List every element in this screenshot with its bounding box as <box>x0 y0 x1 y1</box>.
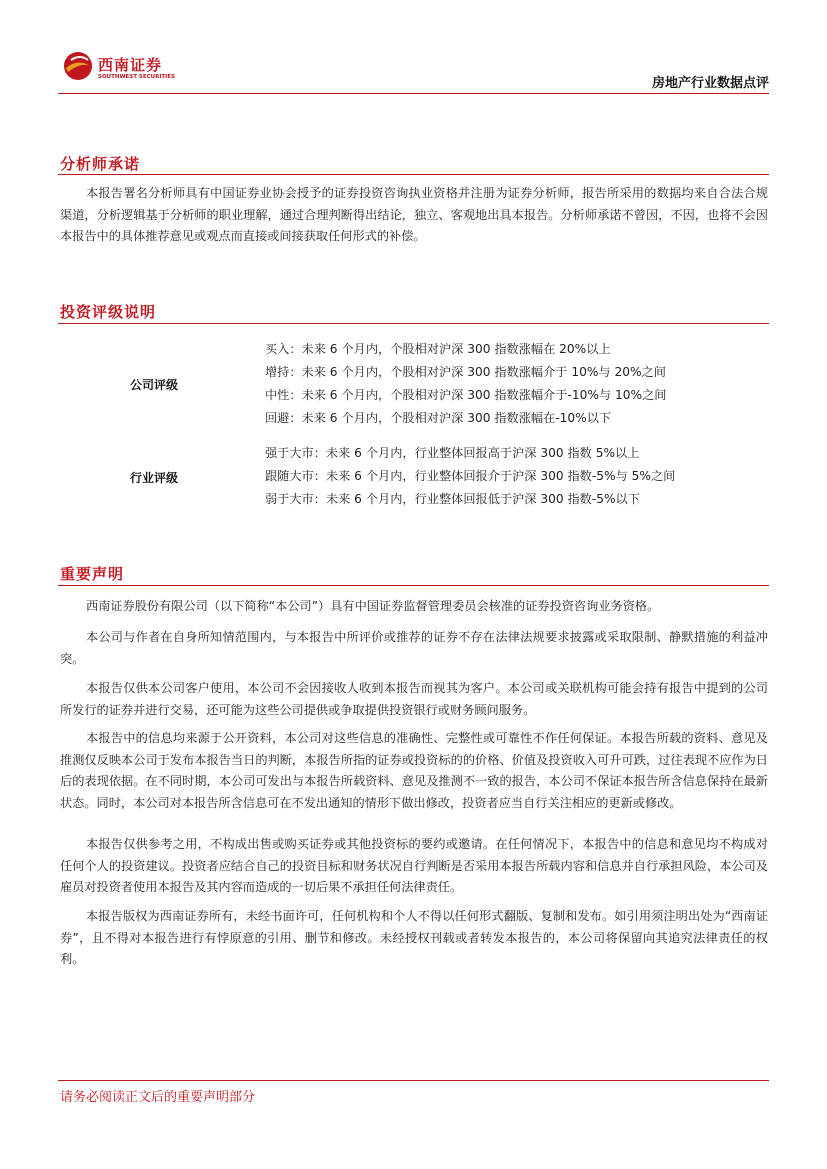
company-rating-item: 买入：未来 6 个月内，个股相对沪深 300 指数涨幅在 20%以上 <box>265 342 611 356</box>
section-title-disclaimer: 重要声明 <box>60 565 125 583</box>
section-divider-rating <box>58 323 769 324</box>
section-title-rating: 投资评级说明 <box>60 303 157 321</box>
company-rating-item: 中性：未来 6 个月内，个股相对沪深 300 指数涨幅介于-10%与 10%之间 <box>265 388 667 402</box>
company-rating-item: 增持：未来 6 个月内，个股相对沪深 300 指数涨幅介于 10%与 20%之间 <box>265 365 666 379</box>
disclaimer-paragraph: 本报告仅供参考之用，不构成出售或购买证券或其他投资标的要约或邀请。在任何情况下，本报告中的信息和意见均不构成对任何个人的投资建议。投资者应结合自己的投资目标和财务状况自行判断是否采用本报告所载内容和信息并自行承担风险，本公司及雇员对投资者使用本报告及其内容而造成的一切后果不承担任何法律责任。 <box>60 837 768 894</box>
industry-rating-item: 强于大市：未来 6 个月内，行业整体回报高于沪深 300 指数 5%以上 <box>265 446 640 460</box>
report-category-title: 房地产行业数据点评 <box>651 76 769 91</box>
section-divider-analyst <box>58 174 769 175</box>
disclaimer-paragraph: 本报告版权为西南证券所有，未经书面许可，任何机构和个人不得以任何形式翻版、复制和发布。如引用须注明出处为“西南证券”，且不得对本报告进行有悖原意的引用、删节和修改。未经授权刊载或者转发本报告的，本公司将保留向其追究法律责任的权利。 <box>60 909 768 966</box>
disclaimer-paragraph: 本公司与作者在自身所知情范围内，与本报告中所评价或推荐的证券不存在法律法规要求披露或采取限制、静默措施的利益冲突。 <box>60 630 768 666</box>
industry-rating-item: 跟随大市：未来 6 个月内，行业整体回报介于沪深 300 指数-5%与 5%之间 <box>265 469 676 483</box>
section-divider-disclaimer <box>58 585 769 586</box>
industry-rating-label: 行业评级 <box>130 471 179 485</box>
disclaimer-paragraph: 本报告中的信息均来源于公开资料，本公司对这些信息的准确性、完整性或可靠性不作任何保证。本报告所载的资料、意见及推测仅反映本公司于发布本报告当日的判断，本报告所指的证券或投资标的的价格、价值及投资收入可升可跌，过往表现不应作为日后的表现依据。在不同时期，本公司可发出与本报告所载资料、意见及推测不一致的报告，本公司不保证本报告所含信息保持在最新状态。同时，本公司对本报告所含信息可在不发出通知的情形下做出修改，投资者应当自行关注相应的更新或修改。 <box>60 731 768 810</box>
section-title-analyst: 分析师承诺 <box>60 155 141 173</box>
industry-rating-item: 弱于大市：未来 6 个月内，行业整体回报低于沪深 300 指数-5%以下 <box>265 492 640 506</box>
logo-text-cn: 西南证券 <box>98 56 163 74</box>
footer-divider <box>58 1080 769 1081</box>
disclaimer-paragraph: 西南证券股份有限公司（以下简称“本公司”）具有中国证券监督管理委员会核准的证券投资咨询业务资格。 <box>86 599 660 613</box>
footer-notice: 请务必阅读正文后的重要声明部分 <box>60 1090 256 1105</box>
analyst-commitment-text: 本报告署名分析师具有中国证券业协会授予的证券投资咨询执业资格并注册为证券分析师，报告所采用的数据均来自合法合规渠道，分析逻辑基于分析师的职业理解，通过合理判断得出结论，独立、客观地出具本报告。分析师承诺不曾因，不因，也将不会因本报告中的具体推荐意见或观点而直接或间接获取任何形式的补偿。 <box>60 186 768 243</box>
disclaimer-paragraph: 本报告仅供本公司客户使用，本公司不会因接收人收到本报告而视其为客户。本公司或关联机构可能会持有报告中提到的公司所发行的证券并进行交易，还可能为这些公司提供或争取提供投资银行或财务顾问服务。 <box>60 681 768 717</box>
company-logo <box>62 48 174 84</box>
company-rating-item: 回避：未来 6 个月内，个股相对沪深 300 指数涨幅在-10%以下 <box>265 411 612 425</box>
header-divider <box>58 93 769 94</box>
company-rating-label: 公司评级 <box>130 378 179 392</box>
logo-text-en: SOUTHWEST SECURITIES <box>98 74 175 80</box>
